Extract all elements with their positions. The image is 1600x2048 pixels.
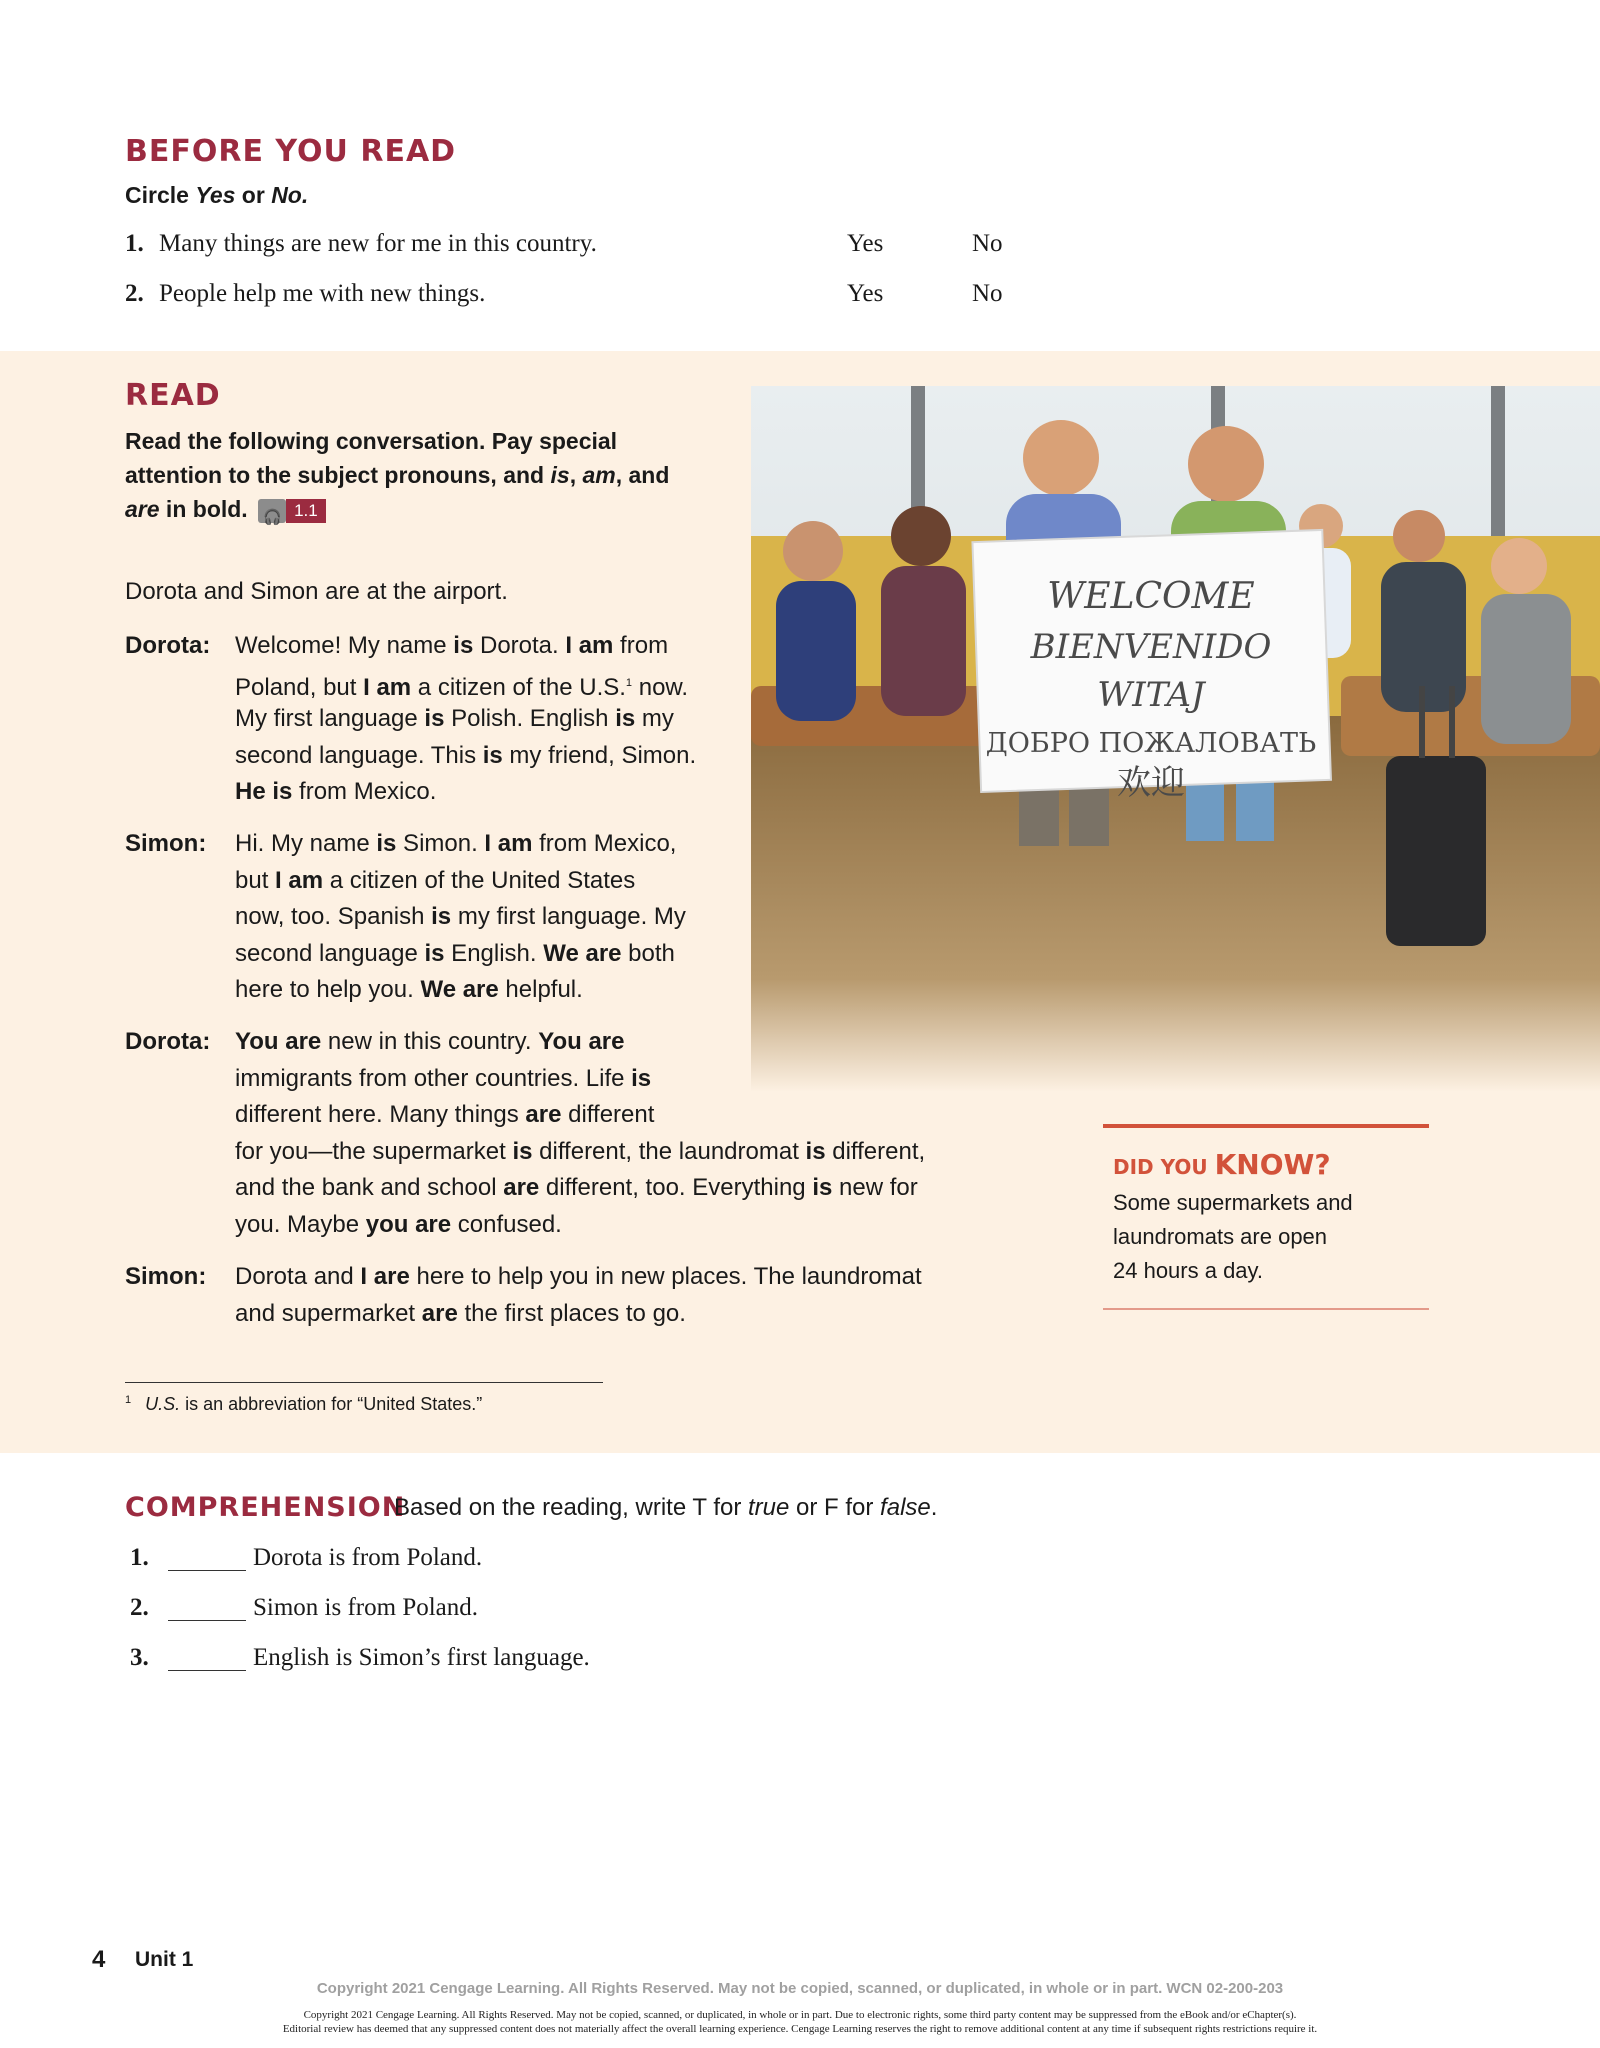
answer-blank[interactable] (168, 1570, 246, 1571)
item-number: 2. (125, 280, 144, 307)
dialogue-line: Welcome! My name is Dorota. I am from (235, 632, 669, 659)
unit-label: Unit 1 (135, 1948, 194, 1971)
comprehension-instruction: Based on the reading, write T for true or F for false. (394, 1494, 938, 1521)
item-number: 1. (125, 230, 144, 257)
dialogue-line: He is from Mexico. (235, 778, 437, 805)
footnote-divider (125, 1382, 603, 1383)
did-you-know-text: Some supermarkets and laundromats are open 24 hours a day. (1113, 1190, 1353, 1283)
dialogue-line: My first language is Polish. English is my (235, 705, 674, 732)
dialogue-line: Poland, but I am a citizen of the U.S.$^1$ now. (235, 673, 689, 701)
item-number: 2. (130, 1594, 149, 1621)
sign-line-russian: ДОБРО ПОЖАЛОВАТЬ (985, 728, 1317, 759)
before-you-read-heading: BEFORE YOU READ (125, 134, 457, 169)
copyright-notice: Copyright 2021 Cengage Learning. All Rights Reserved. May not be copied, scanned, or duplicated, in whole or in part. WCN 02-200-203 (316, 1980, 1284, 1997)
footnote: $^1$ U.S. is an abbreviation for “United States.” (125, 1394, 483, 1414)
dialogue-line: and supermarket are the first places to go. (235, 1299, 686, 1327)
scene-description: Dorota and Simon are at the airport. (125, 578, 508, 605)
airport-scene-illustration (751, 386, 1600, 1092)
item-number: 3. (130, 1644, 149, 1671)
dialogue-line: but I am a citizen of the United States (235, 866, 636, 894)
no-option[interactable]: No (972, 230, 1003, 257)
before-you-read-instruction: Circle Yes or No. (125, 182, 309, 208)
did-you-know-box (1103, 1124, 1429, 1310)
sign-line-bienvenido: BIENVENIDO (1030, 627, 1272, 667)
dialogue-line: immigrants from other countries. Life is (235, 1064, 652, 1092)
speaker-label: Simon: (125, 1263, 207, 1290)
dialogue-line: different here. Many things are different (235, 1101, 655, 1128)
item-text: Simon is from Poland. (253, 1594, 479, 1621)
item-text: Many things are new for me in this country. (159, 230, 597, 257)
before-you-read-item-2 (125, 280, 1025, 316)
dialogue-line: for you—the supermarket is different, the laundromat is different, (235, 1137, 926, 1165)
legal-notice: Copyright 2021 Cengage Learning. All Rights Reserved. May not be copied, scanned, or duplicated, in whole or in part. Due to electronic rights, some third party content may be suppressed from the eBook and/or eChapter(s). Editorial review has deemed that any suppressed content does not materially affect the overall learning experience. Cengage Learning reserves the right to remove additional content at any time if subsequent rights restrictions require it. (282, 2009, 1318, 2035)
item-text: People help me with new things. (159, 280, 486, 307)
item-text: Dorota is from Poland. (253, 1544, 483, 1571)
yes-option[interactable]: Yes (847, 230, 884, 257)
audio-track-badge[interactable]: 1.1 (286, 499, 326, 523)
read-heading: READ (125, 378, 221, 413)
speaker-label: Simon: (125, 830, 207, 857)
headphones-icon[interactable] (258, 499, 286, 523)
comprehension-heading: COMPREHENSION (125, 1492, 406, 1523)
dialogue-line: here to help you. We are helpful. (235, 976, 583, 1003)
dialogue-line: you. Maybe you are confused. (235, 1210, 562, 1238)
dialogue-line: Hi. My name is Simon. I am from Mexico, (235, 830, 677, 857)
did-you-know-title: DID YOU KNOW? (1113, 1148, 1331, 1181)
dialogue-line: now, too. Spanish is my first language. My (235, 903, 686, 930)
dialogue-line: second language. This is my friend, Simon. (235, 741, 697, 769)
yes-option[interactable]: Yes (847, 280, 884, 307)
read-instruction: Read the following conversation. Pay special attention to the subject pronouns, and is, am, and are in bold. 🎧 1.1 (125, 424, 685, 526)
page-number: 4 (92, 1946, 106, 1973)
before-you-read-item-1 (125, 230, 1025, 266)
no-option[interactable]: No (972, 280, 1003, 307)
speaker-label: Dorota: (125, 632, 211, 659)
sign-line-welcome: WELCOME (1047, 576, 1255, 617)
answer-blank[interactable] (168, 1670, 246, 1671)
dialogue-line: second language is English. We are both (235, 939, 675, 967)
sign-line-chinese: 欢迎 (1117, 763, 1185, 803)
speaker-label: Dorota: (125, 1028, 211, 1055)
sign-line-witaj: WITAJ (1097, 675, 1205, 715)
dialogue-line: You are new in this country. You are (235, 1028, 625, 1055)
item-number: 1. (130, 1544, 149, 1571)
answer-blank[interactable] (168, 1620, 246, 1621)
dialogue-line: and the bank and school are different, too. Everything is new for (235, 1174, 918, 1201)
dialogue-line: Dorota and I are here to help you in new places. The laundromat (235, 1263, 922, 1290)
airport-welcome-photo (751, 386, 1600, 1092)
item-text: English is Simon’s first language. (253, 1644, 590, 1671)
